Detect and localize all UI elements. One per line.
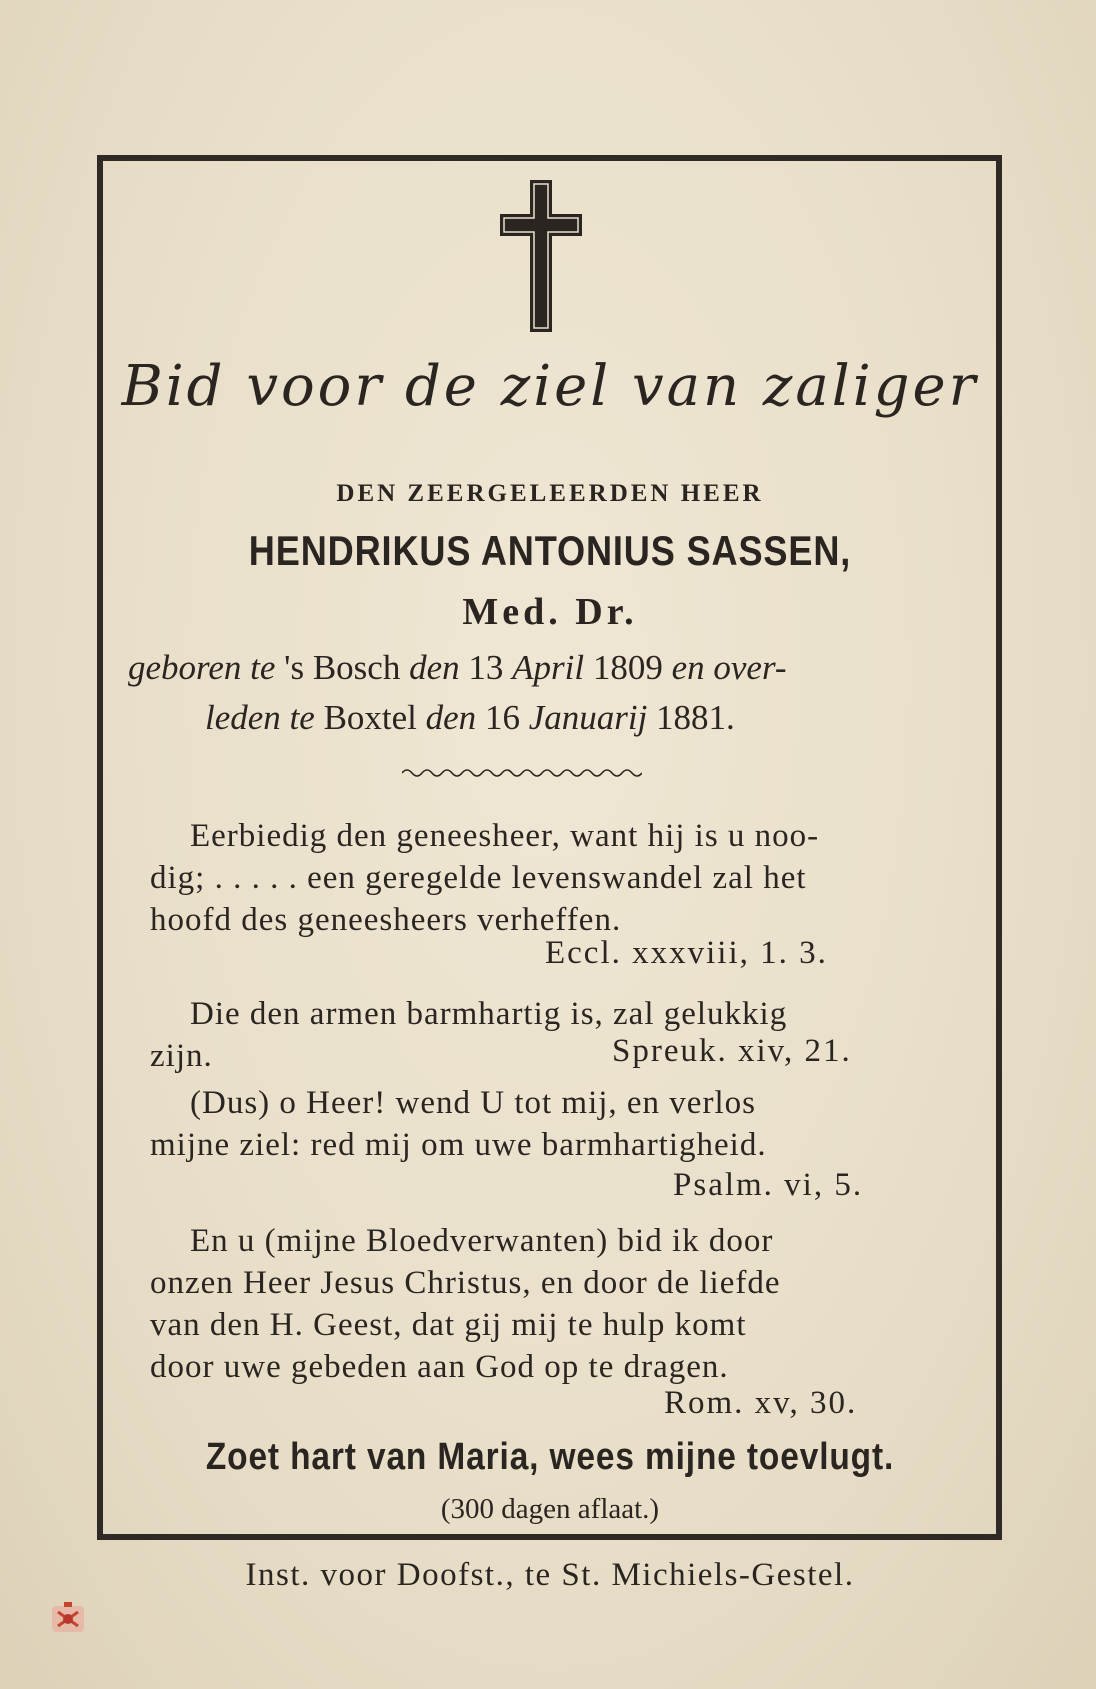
birth-year: 1809 (592, 648, 663, 687)
verse-line: door uwe gebeden aan God op te dragen. (150, 1349, 729, 1385)
script-heading-text: Bid voor de ziel van zaliger (121, 354, 979, 419)
collection-stamp-icon (48, 1600, 88, 1638)
birth-place: 's Bosch (284, 648, 401, 687)
date-word: geboren te (128, 648, 276, 687)
verse-line: van den H. Geest, dat gij mij te hulp komt (150, 1307, 747, 1343)
death-place: Boxtel (323, 698, 417, 737)
death-month: Januarij (528, 698, 648, 737)
verse-line: onzen Heer Jesus Christus, en door de liefde (150, 1265, 781, 1301)
verse-reference: Psalm. vi, 5. (673, 1167, 864, 1203)
verse-3 (150, 1082, 958, 1166)
birth-day: 13 (468, 648, 504, 687)
verse-line: dig; . . . . . een geregelde levenswandel zal het (150, 860, 807, 896)
verse-1 (150, 815, 958, 941)
indulgence-note: (300 dagen aflaat.) (440, 1493, 660, 1525)
date-word: den (409, 648, 460, 687)
date-word: leden te (205, 698, 315, 737)
verse-4 (150, 1220, 958, 1388)
death-year: 1881. (656, 698, 735, 737)
honorific-line: DEN ZEERGELEERDEN HEER (336, 480, 764, 507)
date-word: den (425, 698, 477, 737)
deceased-name: HENDRIKUS ANTONIUS SASSEN, (248, 527, 852, 574)
academic-title: Med. Dr. (462, 591, 638, 633)
verse-line: Die den armen barmhartig is, zal gelukkig (190, 996, 788, 1032)
date-word: en over- (671, 648, 787, 687)
verse-reference: Eccl. xxxviii, 1. 3. (545, 935, 828, 971)
verse-reference: Rom. xv, 30. (664, 1385, 858, 1421)
verse-line: En u (mijne Bloedverwanten) bid ik door (190, 1223, 774, 1259)
wavy-divider (402, 766, 642, 780)
printer-imprint: Inst. voor Doofst., te St. Michiels-Gestel. (245, 1557, 855, 1593)
birth-line (128, 648, 978, 688)
verse-line: Eerbiedig den geneesheer, want hij is u noo- (190, 818, 820, 854)
verse-reference: Spreuk. xiv, 21. (612, 1033, 852, 1069)
death-line (205, 698, 1055, 738)
closing-invocation: Zoet hart van Maria, wees mijne toevlugt. (205, 1436, 895, 1478)
death-day: 16 (484, 698, 520, 737)
cross-icon (496, 178, 586, 334)
birth-month: April (512, 648, 585, 687)
verse-line: zijn. (150, 1038, 213, 1074)
verse-line: hoofd des geneesheers verheffen. (150, 902, 622, 938)
script-heading (120, 345, 980, 455)
verse-line: mijne ziel: red mij om uwe barmhartigheid. (150, 1127, 767, 1163)
verse-line: (Dus) o Heer! wend U tot mij, en verlos (190, 1085, 756, 1121)
